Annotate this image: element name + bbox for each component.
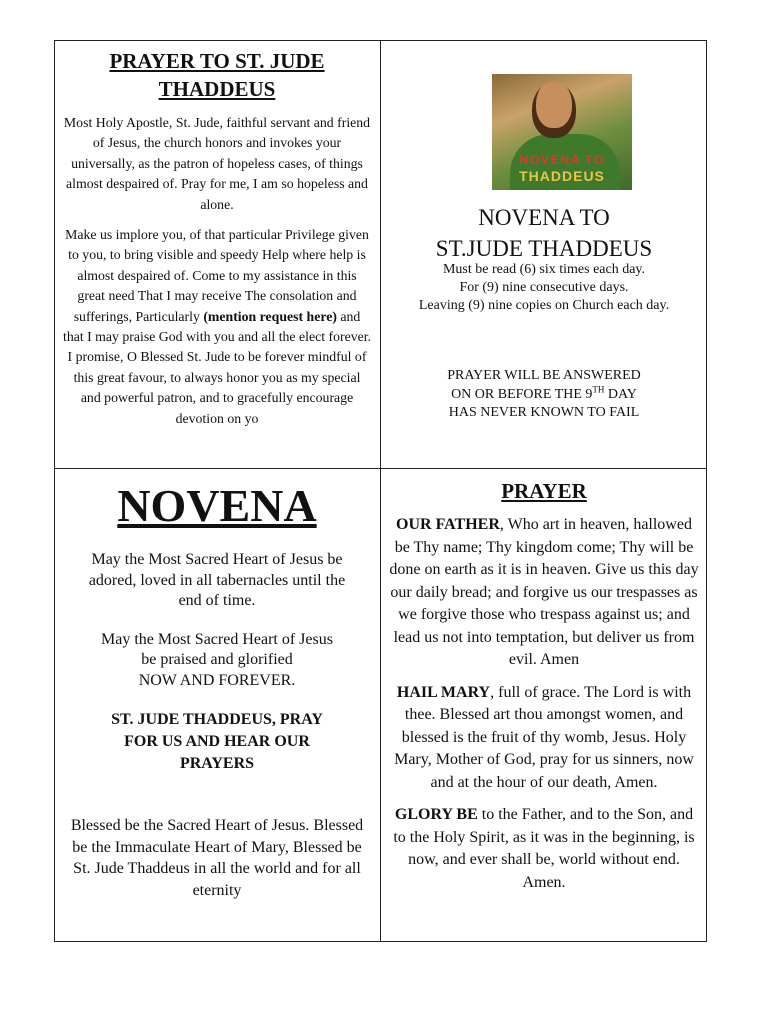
novena-promise (384, 367, 704, 423)
promise-superscript: TH (592, 383, 605, 394)
rule-line-1: Must be read (6) six times each day. (442, 262, 646, 277)
our-father-prayer (384, 514, 704, 672)
promise-line-2-end: DAY (604, 386, 637, 402)
our-father-label: OUR FATHER (396, 516, 500, 533)
horizontal-divider (54, 468, 707, 469)
prayer-title: PRAYER TO ST. JUDE THADDEUS (109, 49, 325, 101)
promise-line-2 (384, 383, 704, 405)
novena-paragraph-1: May the Most Sacred Heart of Jesus be adored, loved in all tabernacles until the end of time. (88, 551, 346, 609)
novena-instructions-panel (384, 42, 704, 466)
promise-line-3: HAS NEVER KNOWN TO FAIL (448, 405, 640, 420)
hail-mary-label: HAIL MARY (396, 683, 491, 701)
vertical-divider (380, 40, 381, 942)
glory-be-label: GLORY BE (394, 806, 478, 823)
st-jude-image (492, 74, 632, 190)
glory-be-text: to the Father, and to the Son, and to the Holy Spirit, as it was in the beginning, is now, and ever shall be, world without end. Amen. (393, 806, 695, 891)
prayer-paragraph-2 (58, 225, 376, 429)
novena-paragraph-2-start: May the Most Sacred Heart of Jesus be praised and glorified (101, 630, 333, 668)
image-caption-2: THADDEUS (519, 168, 605, 184)
prayer-paragraph-2-start: Make us implore you, of that particular Privilege given to you, to bring visible and speedy Help where help is almost despaired of. Come to my assistance in this great need That I may receive The consolation and sufferings, Particularly (65, 227, 369, 324)
promise-line-2-start: ON OR BEFORE THE 9 (451, 386, 593, 402)
novena-paragraph-2 (58, 630, 376, 692)
hail-mary-prayer (384, 682, 704, 795)
novena-rules (384, 261, 704, 315)
novena-paragraph-2-end: NOW AND FOREVER. (138, 671, 296, 689)
prayer-paragraph-2-end: and that I may praise God with you and all the elect forever. I promise, O Blessed St. Jude to be forever mindful of this great favour, to always honor you as my special and powerful patron, and to gracefully encourage devotion on yo (62, 308, 372, 426)
prayer-panel (384, 470, 704, 940)
prayer-to-st-jude-panel (58, 42, 376, 466)
prayer-heading: PRAYER (501, 479, 587, 503)
hail-mary-text: , full of grace. The Lord is with thee. Blessed art thou amongst women, and blessed is the fruit of thy womb, Jesus. Holy Mary, Mother of God, pray for us sinners, now and at the hour of our death, Amen. (394, 683, 694, 791)
novena-heading: NOVENA (117, 480, 317, 531)
image-caption-1: NOVENA TO (519, 152, 605, 167)
novena-title-line-2: ST.JUDE THADDEUS (435, 236, 653, 261)
glory-be-prayer (384, 804, 704, 894)
novena-panel (58, 470, 376, 940)
novena-title (384, 202, 704, 264)
mention-request-text: (mention request here) (203, 308, 337, 324)
prayer-paragraph-1: Most Holy Apostle, St. Jude, faithful servant and friend of Jesus, the church honors and invokes your universally, as the patron of hopeless cases, of things almost despaired of. Pray for me, I am so hopeless and alone. (63, 115, 371, 212)
rule-line-3: Leaving (9) nine copies on Church each day. (418, 298, 670, 313)
rule-line-2: For (9) nine consecutive days. (459, 280, 629, 295)
face-shape (532, 82, 576, 138)
our-father-text: , Who art in heaven, hallowed be Thy name; Thy kingdom come; Thy will be done on earth as it is in heaven. Give us this day our daily bread; and forgive us our trespasses as we forgive those who trespass against us; and lead us not into temptation, but deliver us from evil. Amen (389, 516, 699, 668)
novena-paragraph-3: Blessed be the Sacred Heart of Jesus. Blessed be the Immaculate Heart of Mary, Blessed be St. Jude Thaddeus in all the world and for all eternity (70, 817, 364, 899)
invocation-text: ST. JUDE THADDEUS, PRAY FOR US AND HEAR OUR PRAYERS (111, 711, 323, 772)
novena-title-line-1: NOVENA TO (478, 205, 610, 230)
promise-line-1: PRAYER WILL BE ANSWERED (447, 368, 641, 383)
